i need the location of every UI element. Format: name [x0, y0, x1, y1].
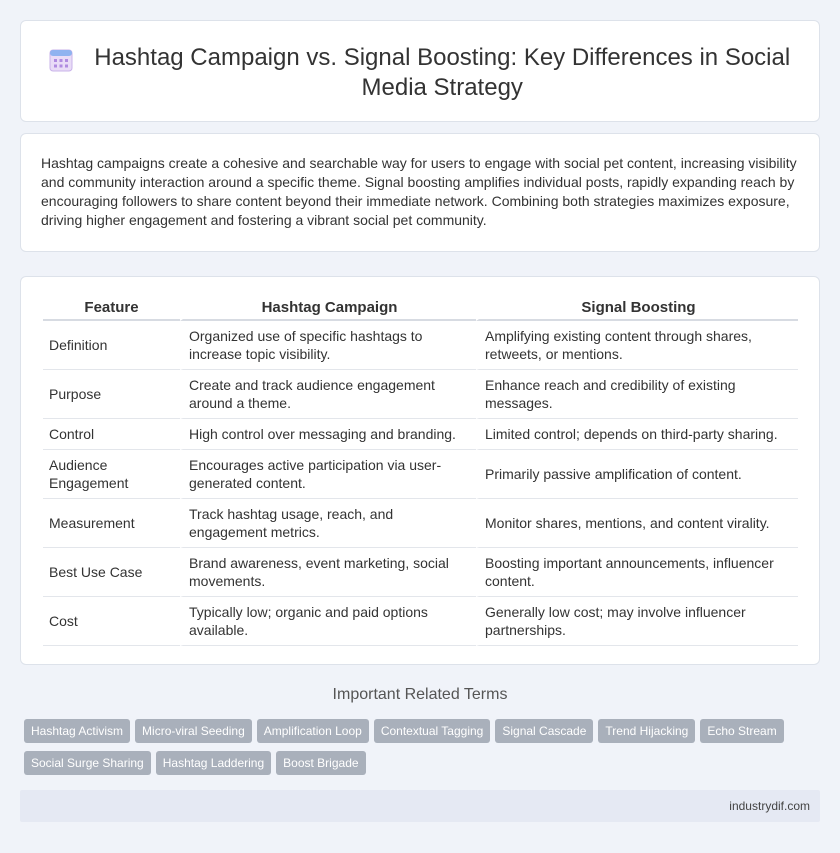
table-row [43, 450, 798, 499]
tag-micro-viral-seeding[interactable]: Micro-viral Seeding [135, 719, 252, 743]
row-hashtag-campaign: Track hashtag usage, reach, and engagement metrics. [180, 499, 476, 548]
table-row [43, 321, 798, 370]
row-signal-boosting: Amplifying existing content through shares, retweets, or mentions. [476, 321, 798, 370]
title-row [21, 43, 819, 103]
row-feature: Audience Engagement [43, 450, 180, 499]
row-hashtag-campaign: Brand awareness, event marketing, social movements. [180, 548, 476, 597]
header-feature: Feature [43, 295, 180, 321]
table-header-row [43, 295, 798, 321]
row-hashtag-campaign: Encourages active participation via user-generated content. [180, 450, 476, 499]
row-hashtag-campaign: High control over messaging and branding. [180, 419, 476, 450]
row-feature: Measurement [43, 499, 180, 548]
intro-card [20, 133, 820, 252]
row-signal-boosting: Limited control; depends on third-party sharing. [476, 419, 798, 450]
row-feature: Definition [43, 321, 180, 370]
tag-amplification-loop[interactable]: Amplification Loop [257, 719, 369, 743]
row-signal-boosting: Primarily passive amplification of content. [476, 450, 798, 499]
table-row [43, 597, 798, 646]
tag-boost-brigade[interactable]: Boost Brigade [276, 751, 365, 775]
row-hashtag-campaign: Create and track audience engagement around a theme. [180, 370, 476, 419]
row-hashtag-campaign: Organized use of specific hashtags to increase topic visibility. [180, 321, 476, 370]
tag-contextual-tagging[interactable]: Contextual Tagging [374, 719, 491, 743]
page-title: Hashtag Campaign vs. Signal Boosting: Key Differences in Social Media Strategy [94, 44, 791, 101]
tag-social-surge-sharing[interactable]: Social Surge Sharing [24, 751, 151, 775]
tag-hashtag-laddering[interactable]: Hashtag Laddering [156, 751, 271, 775]
header-hashtag-campaign: Hashtag Campaign [180, 295, 476, 321]
comparison-table [43, 295, 798, 646]
row-signal-boosting: Enhance reach and credibility of existing messages. [476, 370, 798, 419]
footer [20, 790, 820, 822]
row-feature: Best Use Case [43, 548, 180, 597]
comparison-table-card [20, 276, 820, 665]
tag-trend-hijacking[interactable]: Trend Hijacking [598, 719, 695, 743]
table-row [43, 548, 798, 597]
row-hashtag-campaign: Typically low; organic and paid options available. [180, 597, 476, 646]
related-terms-tags [24, 719, 824, 783]
related-terms-title: Important Related Terms [332, 686, 508, 703]
tag-signal-cascade[interactable]: Signal Cascade [495, 719, 593, 743]
row-signal-boosting: Boosting important announcements, influencer content. [476, 548, 798, 597]
table-row [43, 419, 798, 450]
row-signal-boosting: Generally low cost; may involve influencer partnerships. [476, 597, 798, 646]
tag-echo-stream[interactable]: Echo Stream [700, 719, 783, 743]
intro-paragraph: Hashtag campaigns create a cohesive and searchable way for users to engage with social pet content, increasing visibility and community interaction around a specific theme. Signal boosting amplifies individual posts, rapidly expanding reach by encouraging followers to share content beyond their immediate network. Combining both strategies maximizes exposure, driving higher engagement and fostering a vibrant social pet community. [41, 155, 797, 228]
row-feature: Cost [43, 597, 180, 646]
row-feature: Control [43, 419, 180, 450]
row-feature: Purpose [43, 370, 180, 419]
header-signal-boosting: Signal Boosting [476, 295, 798, 321]
row-signal-boosting: Monitor shares, mentions, and content virality. [476, 499, 798, 548]
footer-site-link[interactable]: industrydif.com [729, 799, 810, 813]
table-row [43, 370, 798, 419]
tag-hashtag-activism[interactable]: Hashtag Activism [24, 719, 130, 743]
calendar-icon [48, 47, 74, 73]
header-card [20, 20, 820, 122]
table-row [43, 499, 798, 548]
